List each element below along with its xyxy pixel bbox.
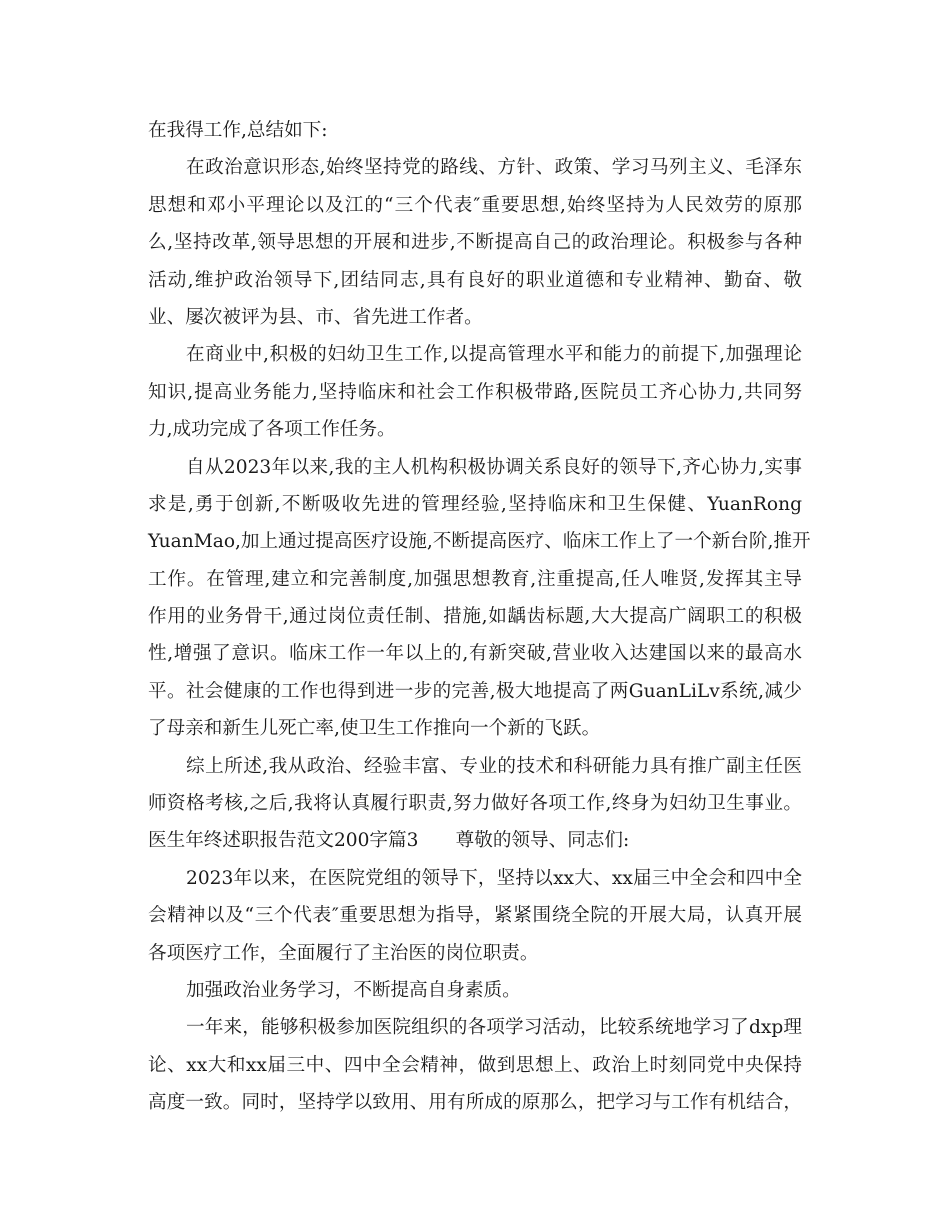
text-line: 论、xx大和xx届三中、四中全会精神，做到思想上、政治上时刻同党中央保持: [148, 1054, 802, 1076]
paragraph-start: 在商业中,积极的妇幼卫生工作,以提高管理水平和能力的前提下,加强理论: [186, 344, 802, 366]
text-line: 平。社会健康的工作也得到进一步的完善,极大地提高了两GuanLiLv系统,减少: [148, 680, 802, 702]
text-line: 各项医疗工作，全面履行了主治医的岗位职责。: [148, 942, 539, 964]
text-line: 师资格考核,之后,我将认真履行职责,努力做好各项工作,终身为妇幼卫生事业。: [148, 793, 802, 815]
paragraph-start: 在政治意识形态,始终坚持党的路线、方针、政策、学习马列主义、毛泽东: [186, 157, 802, 179]
text-line: 高度一致。同时，坚持学以致用、用有所成的原那么，把学习与工作有机结合，: [148, 1092, 802, 1114]
text-line: 业、屡次被评为县、市、省先进工作者。: [148, 306, 483, 328]
text-line: 工作。在管理,建立和完善制度,加强思想教育,注重提高,任人唯贤,发挥其主导: [148, 568, 802, 590]
text-line: 活动,维护政治领导下,团结同志,具有良好的职业道德和专业精神、勤奋、敬: [148, 269, 802, 291]
document-page: [148, 112, 811, 1122]
paragraph-start: 一年来，能够积极参加医院组织的各项学习活动，比较系统地学习了dxp理: [186, 1017, 802, 1039]
text-line: YuanMao,加上通过提高医疗设施,不断提高医疗、临床工作上了一个新台阶,推开: [148, 531, 811, 553]
text-line: 了母亲和新生儿死亡率,使卫生工作推向一个新的飞跃。: [148, 718, 601, 740]
text-line: 性,增强了意识。临床工作一年以上的,有新突破,营业收入达建国以来的最高水: [148, 643, 802, 665]
text-line: 在我得工作,总结如下:: [148, 120, 328, 141]
text-line: 知识,提高业务能力,坚持临床和社会工作积极带路,医院员工齐心协力,共同努: [148, 381, 802, 403]
text-line: 力,成功完成了各项工作任务。: [148, 419, 396, 441]
text-line: 会精神以及“三个代表″重要思想为指导，紧紧围绕全院的开展大局，认真开展: [148, 905, 802, 927]
text-line: 作用的业务骨干,通过岗位责任制、措施,如龋齿标题,大大提高广阔职工的积极: [148, 606, 802, 628]
paragraph-start: 加强政治业务学习，不断提高自身素质。: [186, 979, 521, 1001]
text-line: 思想和邓小平理论以及江的“三个代表″重要思想,始终坚持为人民效劳的原那: [148, 194, 802, 216]
text-line: 么,坚持改革,领导思想的开展和进步,不断提高自己的政治理论。积极参与各种: [148, 232, 802, 254]
paragraph-start: 综上所述,我从政治、经验丰富、专业的技术和科研能力具有推广副主任医: [186, 755, 802, 777]
paragraph-start: 2023年以来，在医院党组的领导下，坚持以xx大、xx届三中全会和四中全: [186, 867, 802, 889]
text-line: 求是,勇于创新,不断吸收先进的管理经验,坚持临床和卫生保健、YuanRong: [148, 493, 802, 515]
paragraph-start: 自从2023年以来,我的主人机构积极协调关系良好的领导下,齐心协力,实事: [186, 456, 802, 478]
section-heading-line: 医生年终述职报告范文200字篇3 尊敬的领导、同志们:: [148, 830, 630, 852]
